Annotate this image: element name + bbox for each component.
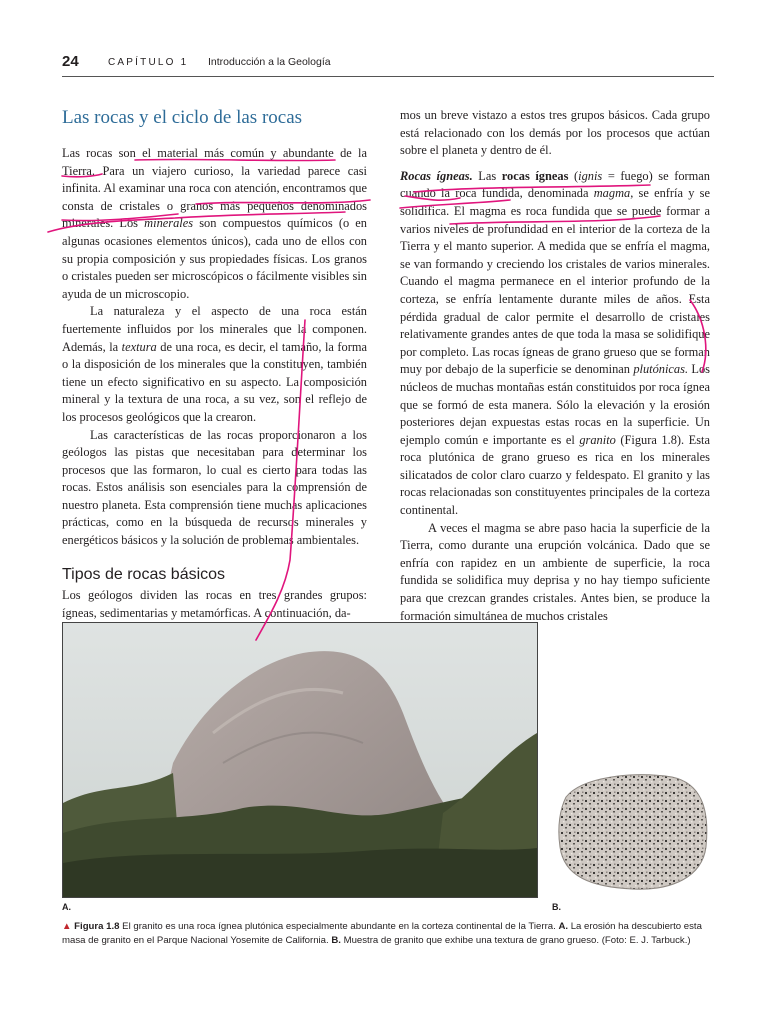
left-column: [62, 145, 367, 622]
yosemite-granite-photo: [62, 622, 538, 898]
paragraph: Los geólogos dividen las rocas en tres grandes grupos: ígneas, sedimentarias y metamórficas. A continuación, da-: [62, 588, 367, 620]
figure-label-a: A.: [62, 902, 71, 912]
paragraph: Las características de las rocas proporcionaron a los geólogos las pistas que necesitaban para determinar los procesos que las formaron, lo cual es cierto para todas las rocas. Estos análisis son esenciales para la comprensión de nuestro planeta. Esta comprensión tiene muchas aplicaciones prácticas, como en la búsqueda de recursos minerales y energéticos básicos y la solución de problemas ambientales.: [62, 427, 367, 548]
granite-sample-photo: [552, 767, 712, 895]
subsection-title: Tipos de rocas básicos: [62, 565, 226, 583]
right-column: [400, 107, 710, 625]
section-title: Las rocas y el ciclo de las rocas: [62, 107, 303, 128]
chapter-label: CAPÍTULO 1: [108, 57, 189, 68]
figure-label-b: B.: [552, 902, 561, 912]
paragraph: Las rocas son el material más común y abundante de la Tierra. Para un viajero curioso, la variedad parece casi infinita. Al examinar una roca con atención, encontramos que consta de cristales o granos más pequeños denominados minerales. Los minerales son compuestos químicos (o en algunas ocasiones elementos únicos), cada uno de ellos con su propia composición y sus propiedades físicas. Los granos o cristales pueden ser microscópicos o fácilmente visibles sin ayuda de un microscopio.: [62, 146, 368, 301]
page-number: 24: [62, 53, 79, 70]
paragraph: A veces el magma se abre paso hacia la superficie de la Tierra, como durante una erupción volcánica. Dado que se enfría con rapidez en un ambiente de superficie, la roca fundida se solidifica muy deprisa y no hay tiempo suficiente para que crezcan grandes cristales. Antes bien, se produce la formación simultánea de muchos cristales: [400, 520, 710, 623]
paragraph: La naturaleza y el aspecto de una roca están fuertemente influidos por los minerales que la componen. Además, la textura de una roca, es decir, el tamaño, la forma o la disposición de los minerales que la constituyen, también tiene un efecto significativo en su aspecto. La composición mineral y la textura de una roca, a su vez, son el reflejo de los procesos geológicos que la crearon.: [62, 304, 368, 424]
paragraph: Rocas ígneas. Las rocas ígneas (ignis = fuego) se forman cuando la roca fundida, denominada magma, se enfría y se solidifica. El magma es roca fundida que se puede formar a varios niveles de profundidad en el interior de la corteza de la Tierra y el manto superior. A medida que se enfría el magma, se van formando y creciendo los cristales de varios minerales. Cuando el magma permanece en el interior profundo de la corteza, se enfría lentamente durante miles de años. Esta pérdida gradual de calor permite el desarrollo de cristales relativamente grandes antes de que toda la masa se solidifique por completo. Las rocas ígneas de grano grueso que se forman muy por debajo de la superficie se denominan plutónicas. Los núcleos de muchas montañas están constituidos por roca ígnea que se formó de esta manera. Sólo la elevación y la erosión posteriores dejan expuestas estas rocas en la superficie. Un ejemplo común e importante es el granito (Figura 1.8). Esta roca plutónica de grano grueso es rica en los minerales silicatados de color claro cuarzo y feldespato. El granito y las rocas relacionadas son constituyentes principales de la corteza continental.: [400, 168, 711, 518]
chapter-title: Introducción a la Geología: [208, 56, 331, 68]
paragraph: mos un breve vistazo a estos tres grupos básicos. Cada grupo está relacionado con los demás por los procesos que actúan sobre el planeta y dentro de él.: [400, 108, 710, 158]
figure-caption: ▲ Figura 1.8 El granito es una roca ígnea plutónica especialmente abundante en la corteza continental de la Tierra. A. La erosión ha descubierto esta masa de granito en el Parque Nacional Yosemite de California. B. Muestra de granito que exhibe una textura de grano grueso. (Foto: E. J. Tarbuck.): [62, 921, 702, 946]
running-header: [62, 52, 714, 77]
triangle-icon: ▲: [62, 921, 72, 932]
